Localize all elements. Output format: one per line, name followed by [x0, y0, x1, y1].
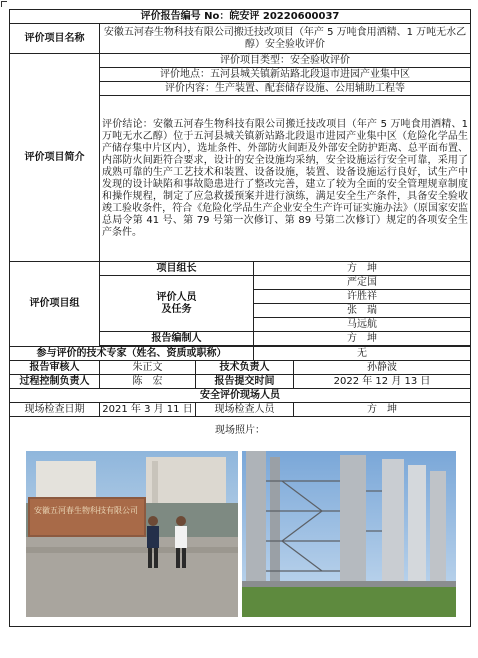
experts-value: 无 — [254, 347, 471, 361]
tech-name: 孙静波 — [294, 361, 471, 375]
summary-type-row — [10, 54, 471, 68]
report-number-value: 皖安评 20220600037 — [229, 10, 340, 22]
team-member: 严定国 — [254, 276, 471, 290]
site-staff: 方 坤 — [294, 403, 471, 417]
report-number-row — [10, 10, 471, 24]
team-members-label-line1: 评价人员 — [156, 291, 197, 303]
site-photo-plant-image — [242, 451, 456, 617]
project-name-row — [10, 24, 471, 54]
photo-row — [10, 417, 471, 627]
project-name-value: 安徽五河春生物科技有限公司搬迁技改项目（年产 5 万吨食用酒精、1 万吨无水乙醇）安全验收评价 — [100, 24, 471, 54]
team-leader-name: 方 坤 — [254, 262, 471, 276]
review-row — [10, 361, 471, 375]
experts-label: 参与评价的技术专家（姓名、资质或职称） — [10, 347, 254, 361]
evaluation-form — [9, 9, 471, 627]
site-header-row — [10, 389, 471, 403]
process-name: 陈 宏 — [100, 375, 196, 389]
report-number-label: 评价报告编号 No： — [140, 10, 230, 22]
team-member: 许胜祥 — [254, 290, 471, 304]
summary-location: 评价地点：五河县城关镇新站路北段退市进园产业集中区 — [100, 68, 471, 82]
summary-conclusion: 评价结论：安徽五河春生物科技有限公司搬迁技改项目（年产 5 万吨食用酒精、1 万吨无水乙醇）位于五河县城关镇新站路北段退市进园产业集中区（危险化学品生产储存集中片区内），选址条件、外部防火间距及外部安全防护距离、总平面布置、内部防火间距符合要求，设计的安全设施均采纳，安全设施运行安全可靠，采用了成熟可靠的生产工艺技术和装置、设备设施，装置、设备设施运行良好，试生产中发现的设计缺陷和事故隐患进行了整改完善，建立了较为全面的安全管理规章制度和操作规程，制定了应急救援预案并进行演练，满足安全生产条件，具备安全验收竣工验收条件，符合《危险化学品生产企业安全生产许可证实施办法》（原国家安监总局令第 41 号、第 79 号第一次修订、第 89 号第二次修订）规定的各项安全生产条件。 — [100, 96, 471, 262]
submit-label: 报告提交时间 — [196, 375, 294, 389]
site-photo-sign-image — [26, 451, 238, 617]
team-writer-label: 报告编制人 — [100, 332, 254, 346]
photo-title: 现场照片： — [215, 425, 266, 436]
team-members-label-line2: 及任务 — [161, 303, 192, 315]
experts-row — [10, 347, 471, 361]
team-member: 张 瑞 — [254, 304, 471, 318]
company-sign-text: 安徽五河春生物科技有限公司 — [34, 506, 138, 515]
site-photo-sign — [26, 451, 238, 617]
team-leader-label: 项目组长 — [100, 262, 254, 276]
summary-label: 评价项目简介 — [10, 54, 100, 262]
process-row — [10, 375, 471, 389]
submit-date: 2022 年 12 月 13 日 — [294, 375, 471, 389]
team-members-label — [100, 276, 254, 332]
site-header: 安全评价现场人员 — [10, 389, 471, 403]
summary-type: 评价项目类型：安全验收评价 — [100, 54, 471, 68]
report-number — [10, 10, 471, 24]
photo-strip — [10, 451, 470, 619]
team-leader-row — [10, 262, 471, 276]
summary-content: 评价内容：生产装置、配套储存设施、公用辅助工程等 — [100, 82, 471, 96]
team-label: 评价项目组 — [10, 262, 100, 347]
crop-mark — [1, 1, 7, 7]
site-date-label: 现场检查日期 — [10, 403, 100, 417]
auditor-name: 朱正文 — [100, 361, 196, 375]
site-date: 2021 年 3 月 11 日 — [100, 403, 196, 417]
process-label: 过程控制负责人 — [10, 375, 100, 389]
team-writer-name: 方 坤 — [254, 332, 471, 346]
photo-cell — [10, 417, 471, 627]
tech-label: 技术负责人 — [196, 361, 294, 375]
project-name-label: 评价项目名称 — [10, 24, 100, 54]
team-member: 马远航 — [254, 318, 471, 332]
site-staff-label: 现场检查人员 — [196, 403, 294, 417]
site-row — [10, 403, 471, 417]
auditor-label: 报告审核人 — [10, 361, 100, 375]
site-photo-plant — [242, 451, 456, 617]
